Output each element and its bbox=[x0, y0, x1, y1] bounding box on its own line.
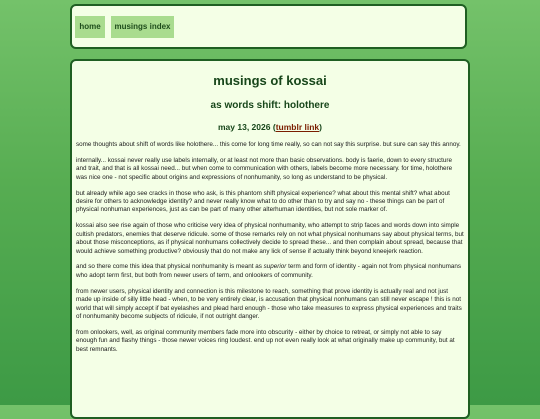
paragraph-text: term and form of identity - again not from physical nonhumans who adopt term first, but both from newer users of term, and onlookers of community. bbox=[76, 263, 462, 279]
paragraph: internally... kossai never really use labels internally, or at least not more than basic observations. body is faerie, down to every structure and trait, and that is all kossai need... but when come to communication with others, labels become more necessary. for time, holothere was nice one - not specific about origins and expressions of nonhumanity, so long as understand to be physical. bbox=[76, 156, 453, 181]
paragraph: from onlookers, well, as original community members fade more into obscurity - either by choice to retreat, or simply not able to say enough fun and flashy things - those newer voices ring loudest. end up not even really look at what originally make up community, but at best remnants. bbox=[76, 328, 455, 353]
post-title: as words shift: holothere bbox=[210, 100, 330, 111]
paragraph bbox=[76, 263, 464, 280]
post-date: may 13, 2026 bbox=[218, 122, 271, 132]
tumblr-link[interactable]: tumblr link bbox=[275, 122, 320, 132]
date-close-paren: ) bbox=[319, 122, 322, 132]
nav-musings-index-button[interactable]: musings index bbox=[111, 16, 174, 38]
paragraph: kossai also see rise again of those who criticise very idea of physical nonhumanity, who attempt to strip faces and words down into simple cultish predators, enemies that deserve ridicule. some of those remarks rely on not what physical nonhumans say about physical terms, but about those misconceptions, as if physical nonhumans collectively decide to spread these... and then complain about spread, because that would achieve something productive? obviously that do not make any lick of sense if actually think beyond kneejerk reaction. bbox=[76, 222, 464, 255]
emphasis-text: superior bbox=[263, 263, 287, 271]
paragraph: some thoughts about shift of words like holothere... this come for long time really, so can not say this surprise. but sure can say this annoy. bbox=[76, 141, 461, 148]
site-title: musings of kossai bbox=[213, 73, 327, 88]
nav-home-button[interactable]: home bbox=[75, 16, 105, 38]
paragraph-text: and so there come this idea that physical nonhumanity is meant as bbox=[76, 263, 264, 271]
post-date-line bbox=[76, 121, 464, 133]
paragraph: but already while ago see cracks in those who ask, is this phantom shift physical experience? what about this mental shift? what about desire for others to acknowledge identity? and never really know what to do other than to try and say no - these things can be part of physical nonhuman experiences, just as can be part of many other alterhuman identities, but not sole marker of. bbox=[76, 189, 450, 214]
post-body bbox=[76, 141, 464, 354]
paragraph: from newer users, physical identity and connection is this milestone to reach, something that prove identity is actually real and not just made up inside of silly little head - when, to be very entirely clear, is accusation that physical nonhumans can still never escape ! this is not world that will simply accept if bat eyelashes and plead hard enough - those who take measures to express physical experiences and traits of nonhumanity become subjects of ridicule, if not outright danger. bbox=[76, 287, 462, 320]
date-open-paren: ( bbox=[272, 122, 276, 132]
nav-bar bbox=[70, 4, 467, 49]
post-container bbox=[70, 59, 470, 419]
